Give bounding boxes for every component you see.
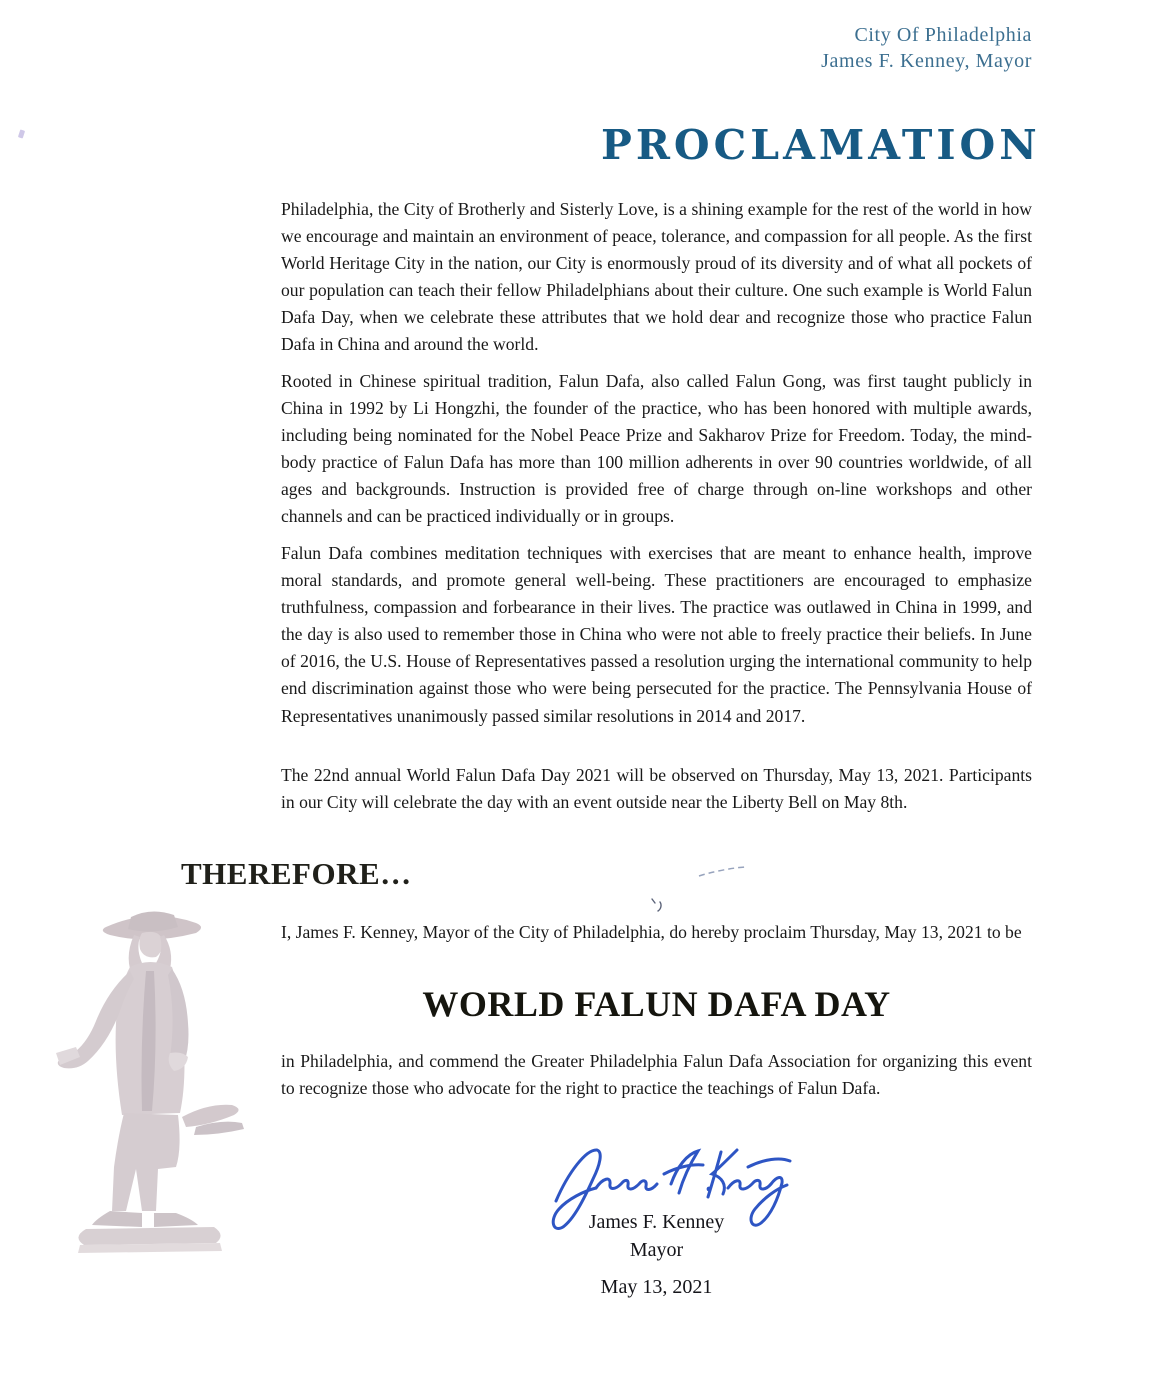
- proclaimed-day-title: WORLD FALUN DAFA DAY: [422, 984, 891, 1024]
- body-paragraph-2: Rooted in Chinese spiritual tradition, Falun Dafa, also called Falun Gong, was first taught publicly in China in 1992 by Li Hongzhi, the founder of the practice, who has been honored with multiple awards, including being nominated for the Nobel Peace Prize and Sakharov Prize for Freedom. Today, the mind-body practice of Falun Dafa has more than 100 million adherents in over 90 countries worldwide, of all ages and backgrounds. Instruction is provided free of charge through on-line workshops and other channels and can be practiced individually or in groups.: [281, 371, 1032, 527]
- william-penn-statue-image: [46, 905, 248, 1260]
- signature-printed-name: James F. Kenney: [588, 1211, 725, 1233]
- proclamation-statement: I, James F. Kenney, Mayor of the City of Philadelphia, do hereby proclaim Thursday, May 13, 2021 to be: [281, 922, 1022, 942]
- scan-artifact-tick: [649, 896, 667, 914]
- body-paragraph-3: Falun Dafa combines meditation techniques with exercises that are meant to enhance health, improve moral standards, and promote general well-being. These practitioners are encouraged to emphasize truthfulness, compassion and forbearance in their lives. The practice was outlawed in China in 1999, and the day is also used to remember those in China who were not able to freely practice their beliefs. In June of 2016, the U.S. House of Representatives passed a resolution urging the international community to help end discrimination against those who were being persecuted for the practice. The Pennsylvania House of Representatives unanimously passed similar resolutions in 2014 and 2017.: [281, 543, 1032, 726]
- body-paragraph-4: The 22nd annual World Falun Dafa Day 2021 will be observed on Thursday, May 13, 2021. Participants in our City will celebrate the day with an event outside near the Liberty Bell on May 8th.: [281, 765, 1032, 813]
- body-paragraph-1: Philadelphia, the City of Brotherly and Sisterly Love, is a shining example for the rest of the world in how we encourage and maintain an environment of peace, tolerance, and compassion for all people. As the first World Heritage City in the nation, our City is enormously proud of its diversity and of what all pockets of our population can teach their fellow Philadelphians about their culture. One such example is World Falun Dafa Day, when we celebrate these attributes that we hold dear and recognize those who practice Falun Dafa in China and around the world.: [281, 199, 1032, 355]
- letterhead: [821, 22, 1032, 74]
- letterhead-mayor: James F. Kenney, Mayor: [821, 50, 1032, 72]
- scan-artifact-speck: [18, 129, 25, 138]
- therefore-heading: THEREFORE…: [181, 856, 412, 891]
- signature-title: Mayor: [629, 1239, 684, 1261]
- closing-statement: in Philadelphia, and commend the Greater Philadelphia Falun Dafa Association for organizing this event to recognize those who advocate for the right to practice the teachings of Falun Dafa.: [281, 1051, 1032, 1099]
- document-title: PROCLAMATION: [601, 121, 1041, 169]
- signature-date: May 13, 2021: [600, 1276, 713, 1298]
- scan-artifact-dash: [697, 863, 747, 879]
- letterhead-city: City Of Philadelphia: [854, 24, 1032, 46]
